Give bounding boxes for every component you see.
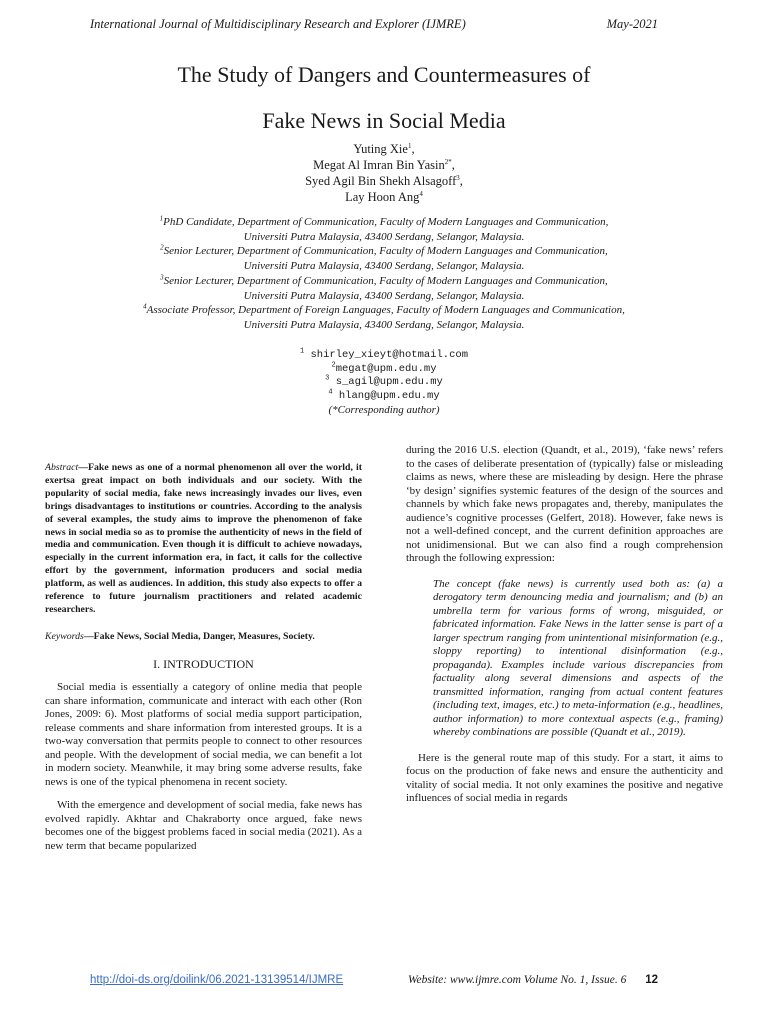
- footer-right: [408, 974, 658, 986]
- affiliation: $^2$Senior Lecturer, Department of Communication, Faculty of Modern Languages and Communication, Universiti Putra Malaysia, 43400 Serdang, Selangor, Malaysia.: [160, 243, 608, 273]
- body-paragraph: With the emergence and development of social media, fake news has evolved rapidly. Akhtar and Chakraborty once argued, fake news becomes one of the biggest problems faced in social media (2021). As a new term that became popularized: [45, 799, 362, 852]
- corresponding-note: (*Corresponding author): [328, 404, 440, 416]
- journal-name: International Journal of Multidisciplinary Research and Explorer (IJMRE): [90, 17, 466, 31]
- email-link[interactable]: hlang@upm.edu.my: [338, 389, 440, 402]
- author: Lay Hoon Ang$^4$: [345, 189, 423, 204]
- body-paragraph: Social media is essentially a category of online media that people can share information, communicate and interact with each other (Ron Jones, 2009: 6). Most platforms of social media support participation, release comments and share information from interested groups. It is a two-way conversation that permits people to connect to other resources and people. With the development of social media, we can benefit a lot in modern society. Meanwhile, it may bring some adverse results, fake news is one of the typical phenomena in recent society.: [45, 681, 362, 788]
- email-line: $^2$megat@upm.edu.my: [331, 361, 437, 375]
- affiliation: $^4$Associate Professor, Department of Foreign Languages, Faculty of Modern Languages and Communication, Universiti Putra Malaysia, 43400 Serdang, Selangor, Malaysia.: [143, 302, 625, 331]
- author: Syed Agil Bin Shekh Alsagoff$^3$,: [305, 173, 463, 188]
- author: Megat Al Imran Bin Yasin$^{2*}$,: [313, 157, 455, 172]
- author: Yuting Xie$^1$,: [353, 141, 415, 156]
- page-footer: [90, 974, 658, 986]
- keywords: Keywords—Fake News, Social Media, Danger, Measures, Society.: [45, 630, 315, 642]
- issue-date: May-2021: [606, 17, 658, 31]
- email-line: $^4$ hlang@upm.edu.my: [328, 388, 440, 402]
- body-paragraph: during the 2016 U.S. election (Quandt, et al., 2019), ‘fake news’ refers to the cases of deliberate presentation of (typically) false or misleading claims as news, where these are misleading by design. Here the phrase ‘by design’ signifies systemic features of the design of the sources and channels by which fake news propagates and, thereby, manipulates the audience’s cognitive processes (Gelfert, 2018). However, fake news is not a well-defined concept, and the current definition approaches are not unidimensional. But we can also find a rough comprehension through the following expression:: [406, 444, 723, 564]
- left-column: [45, 462, 362, 863]
- affiliation: $^1$PhD Candidate, Department of Communication, Faculty of Modern Languages and Communication, Universiti Putra Malaysia, 43400 Serdang, Selangor, Malaysia.: [159, 214, 609, 243]
- section-heading: I. INTRODUCTION: [153, 656, 254, 671]
- body-paragraph: Here is the general route map of this study. For a start, it aims to focus on the production of fake news and ensure the authenticity and vitality of social media. It not only examines the positive and negative influences of social media in regards: [406, 751, 723, 804]
- title-line-2: Fake News in Social Media: [262, 108, 506, 133]
- running-header: [90, 17, 658, 32]
- email-link[interactable]: shirley_xieyt@hotmail.com: [310, 349, 469, 361]
- title-line-1: The Study of Dangers and Countermeasures of: [177, 62, 591, 87]
- email-line: $^3$ s_agil@upm.edu.my: [325, 374, 443, 388]
- website-info: Website: www.ijmre.com Volume No. 1, Issue. 6: [407, 974, 627, 986]
- author-list: [0, 141, 768, 205]
- doi-link[interactable]: http://doi-ds.org/doilink/06.2021-13139514/IJMRE: [90, 974, 344, 986]
- email-list: [0, 349, 768, 418]
- email-link[interactable]: s_agil@upm.edu.my: [335, 376, 443, 388]
- paper-title: [0, 52, 768, 144]
- block-quote: The concept (fake news) is currently used both as: (a) a derogatory term denouncing media and journalism; and (b) an umbrella term for various forms of wrong, misguided, or fabricated information. Fake News in the latter sense is part of a larger spectrum ranging from unintentional misinformation (e.g., sloppy reporting) to intentional disinformation (e.g., propaganda). Examples include various discrepancies from factuality along several dimensions and aspects of the transmitted information, ranging from actual content features (including text, images, etc.) to meta-information (e.g., headlines, author information) to more contextual aspects (e.g., framing) whereby combinations are possible (Quandt et al., 2019).: [433, 577, 723, 738]
- right-column: [406, 444, 723, 816]
- affiliation: $^3$Senior Lecturer, Department of Communication, Faculty of Modern Languages and Communication, Universiti Putra Malaysia, 43400 Serdang, Selangor, Malaysia.: [160, 273, 608, 302]
- email-line: $^1$ shirley_xieyt@hotmail.com: [299, 347, 469, 361]
- affiliation-list: [110, 215, 658, 333]
- abstract: Abstract—Fake news as one of a normal phenomenon all over the world, it exertsa great impact on both individuals and our society. With the popularity of social media, fake news increasingly invades our lives, even brings disadvantages to institutions or countries. According to the analysis of several examples, the study aims to improve the phenomenon of fake news in social media so as to promise the authenticity of news in the field of media and communication. Even though it is difficult to achieve nowadays, especially in the current information era, in fact, it calls for the collective effort by the government, information producers and social media platform, as well as audiences. In addition, this study also expects to offer a reference to future journalism practitioners and related academic researchers.: [45, 462, 362, 615]
- email-link[interactable]: megat@upm.edu.my: [335, 362, 437, 375]
- page-number: 12: [645, 974, 658, 986]
